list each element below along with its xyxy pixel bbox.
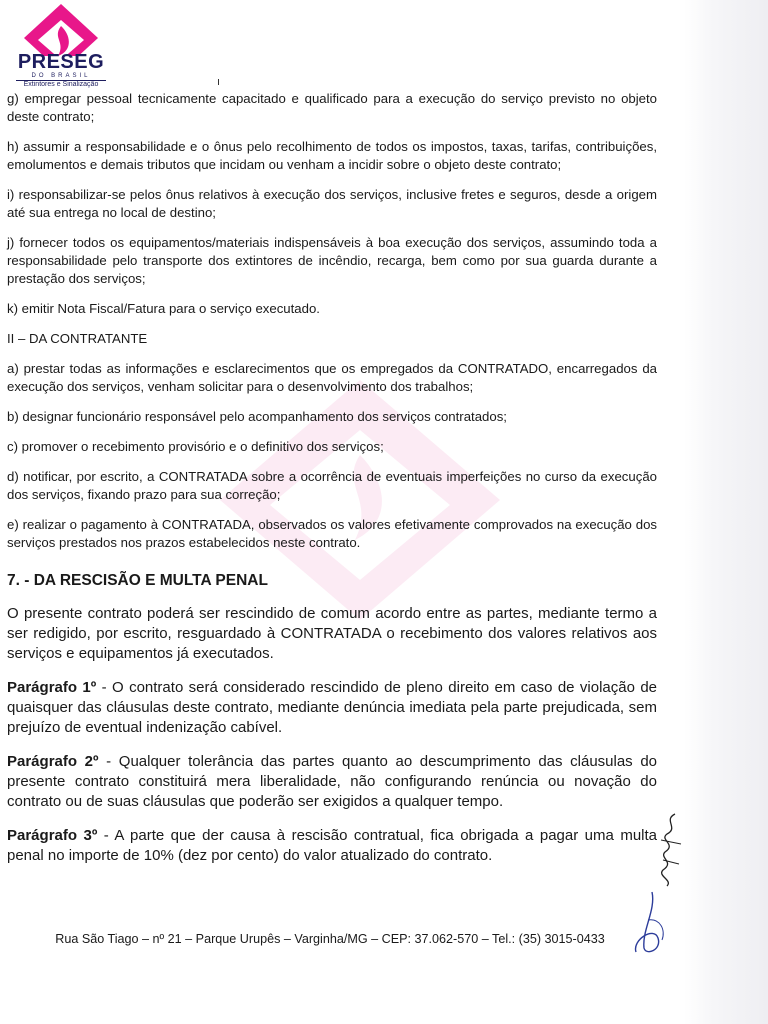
clause-i: i) responsabilizar-se pelos ônus relativos à execução dos serviços, inclusive fretes e seguros, desde a origem até sua entrega no local de destino; (7, 187, 657, 220)
section-intro: O presente contrato poderá ser rescindido de comum acordo entre as partes, mediante termo a ser redigido, por escrito, resguardado à CONTRATADA o recebimento dos valores relativos aos serviços e equipamentos já executados. (7, 605, 657, 662)
logo-brand: PRESEG (17, 51, 105, 73)
clause-g: g) empregar pessoal tecnicamente capacitado e qualificado para a execução do serviço previsto no objeto deste contrato; (7, 91, 657, 124)
clause-j: j) fornecer todos os equipamentos/materiais indispensáveis à boa execução dos serviços, assumindo toda a responsabilidade pelo transporte dos extintores de incêndio, recarga, bem como por sua guarda durante a prestação dos serviços; (7, 235, 657, 286)
page-edge-shadow (684, 0, 768, 1024)
signature-initials (655, 810, 685, 890)
clause-e: e) realizar o pagamento à CONTRATADA, observados os valores efetivamente comprovados na execução dos serviços prestados nos prazos estabelecidos neste contrato. (7, 517, 657, 550)
logo-tagline: Extintores e Sinalização (16, 80, 106, 89)
logo-text (8, 52, 114, 89)
clause-k: k) emitir Nota Fiscal/Fatura para o serviço executado. (7, 301, 320, 316)
paragraph-text: - A parte que der causa à rescisão contratual, fica obrigada a pagar uma multa penal no importe de 10% (dez por cento) do valor atualizado do contrato. (7, 827, 657, 864)
page-footer: Rua São Tiago – nº 21 – Parque Urupês – Varginha/MG – CEP: 37.062-570 – Tel.: (35) 3015-0433 (55, 932, 605, 946)
paragraph-text: - Qualquer tolerância das partes quanto ao descumprimento das cláusulas do presente contrato constituirá mera liberalidade, não configurando renúncia ou novação do contrato ou de suas cláusulas que poderão ser exigidos a qualquer tempo. (7, 753, 658, 810)
logo-subtitle: DO BRASIL (31, 73, 91, 79)
clause-h: h) assumir a responsabilidade e o ônus pelo recolhimento de todos os impostos, taxas, tarifas, contribuições, emolumentos e demais tributos que incidam ou venham a incidir sobre o objeto deste contrato; (7, 139, 657, 172)
paragraph-2 (7, 752, 657, 812)
signature-scribble (622, 890, 672, 960)
clause-b: b) designar funcionário responsável pelo acompanhamento dos serviços contratados; (7, 409, 507, 424)
clause-c: c) promover o recebimento provisório e o definitivo dos serviços; (7, 439, 384, 454)
margin-mark (218, 79, 219, 85)
contratante-heading: II – DA CONTRATANTE (7, 331, 148, 346)
paragraph-1 (7, 678, 657, 738)
paragraph-label: Parágrafo 1º (7, 679, 97, 696)
paragraph-3 (7, 826, 657, 866)
paragraph-label: Parágrafo 3º (7, 827, 98, 844)
paragraph-text: - O contrato será considerado rescindido de pleno direito em caso de violação de quaisquer das cláusulas deste contrato, mediante denúncia imediata pela parte prejudicada, sem prejuízo de eventual indenização cabível. (7, 679, 658, 736)
document-body (7, 90, 657, 866)
clause-a: a) prestar todas as informações e esclarecimentos que os empregados da CONTRATADO, encarregados da execução dos serviços, venham solicitar para o desenvolvimento dos trabalhos; (7, 361, 657, 394)
paragraph-label: Parágrafo 2º (7, 753, 99, 770)
section-heading: 7. - DA RESCISÃO E MULTA PENAL (7, 572, 268, 589)
clause-d: d) notificar, por escrito, a CONTRATADA sobre a ocorrência de eventuais imperfeições no curso da execução dos serviços, fixando prazo para sua correção; (7, 469, 657, 502)
